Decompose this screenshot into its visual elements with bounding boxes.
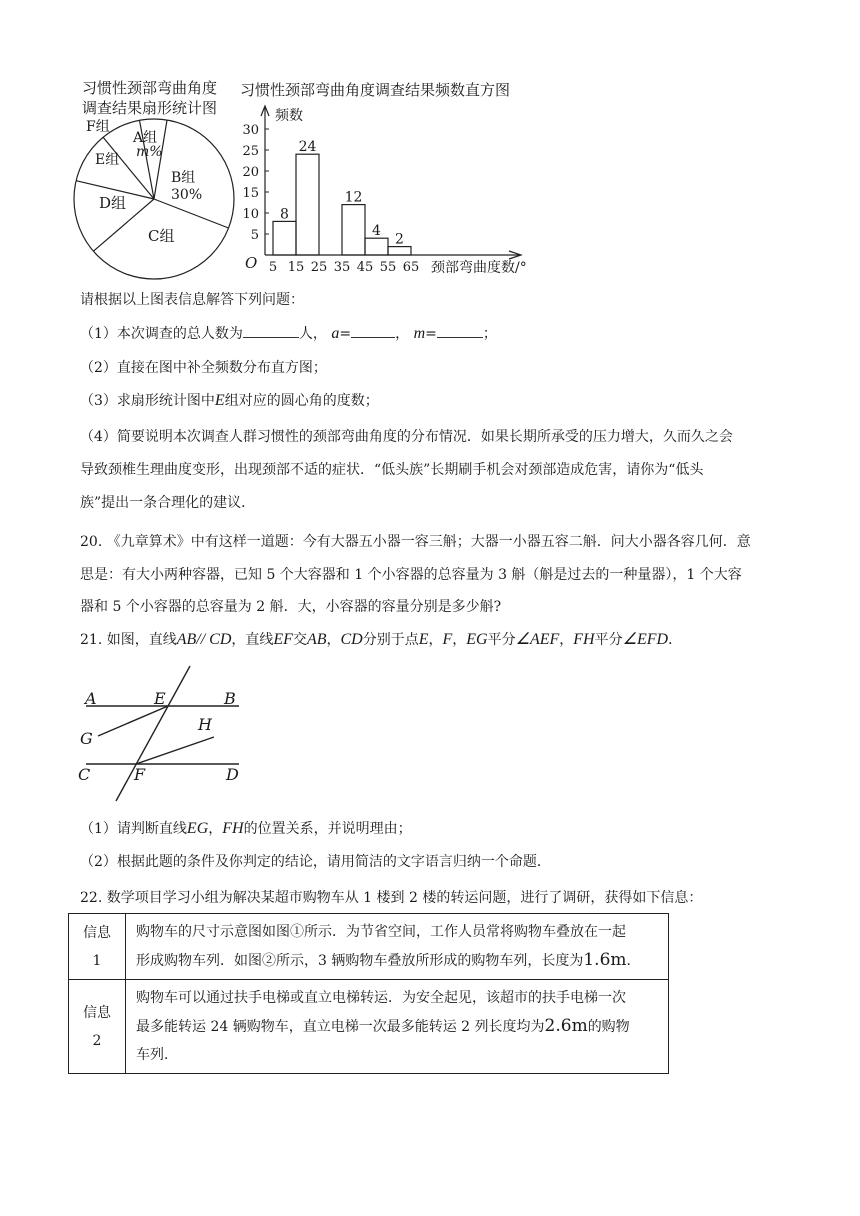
pie-label-b: B组 [171, 170, 196, 186]
q19-part4-line3: 族”提出一条合理化的建议． [80, 495, 256, 511]
bar-value-label: 2 [395, 231, 404, 248]
q19-p1-text-b: 人， [298, 326, 327, 342]
bar-value-label: 8 [280, 206, 289, 223]
y-tick-label: 15 [242, 186, 259, 201]
q19-p3-text-a: （3）求扇形统计图中 [80, 393, 215, 409]
answer-blank-total[interactable] [243, 323, 299, 338]
pie-label-f: F组 [86, 119, 110, 135]
q21-angle-aef: ∠AEF [515, 631, 560, 648]
histogram-bar [342, 205, 365, 255]
q21-text: ， [326, 632, 341, 648]
q21-text: ． [668, 632, 683, 648]
q19-intro: 请根据以上图表信息解答下列问题： [80, 292, 304, 308]
info-row-label: 信息 2 [69, 980, 126, 1074]
histogram [235, 100, 555, 280]
q19-part2: （2）直接在图中补全频数分布直方图； [80, 360, 327, 376]
comma: ， [395, 326, 410, 342]
info-table [68, 913, 669, 1074]
q19-part1 [80, 323, 497, 344]
q21-geometry-figure [74, 662, 254, 804]
q21-line-cd: CD [340, 631, 363, 648]
q21-s1-comma: ， [208, 821, 223, 837]
histogram-bar [296, 154, 319, 255]
bar-value-label: 12 [344, 189, 363, 206]
ray-eg [98, 706, 168, 736]
q19-p1-text-a: （1）本次调查的总人数为 [80, 326, 243, 342]
info-2-line3: 车列． [136, 1047, 178, 1063]
info-2-length-value: 2.6m [544, 1016, 588, 1036]
equals-sign: = [425, 326, 437, 342]
info-1-line2 [136, 946, 658, 975]
q19-part4-line2: 导致颈椎生理曲度变形，出现颈部不适的症状．“低头族”长期刷手机会对颈部造成危害，请你为“低头 [80, 462, 704, 478]
q21-line-eg: EG [466, 631, 488, 648]
q21-line-fh: FH [573, 631, 595, 648]
bar-value-label: 4 [372, 223, 381, 240]
info-1-line1: 购物车的尺寸示意图如图①所示．为节省空间，工作人员常将购物车叠放在一起 [136, 924, 626, 940]
fig-label-b: B [224, 689, 236, 708]
info-2-line1: 购物车可以通过扶手电梯或直立电梯转运．为安全起见，该超市的扶手电梯一次 [136, 990, 626, 1006]
info-2-text: 最多能转运 24 辆购物车，直立电梯一次最多能转运 2 列长度均为 [136, 1019, 545, 1035]
q20-line3: 器和 5 个小容器的总容量为 2 斛．大，小容器的容量分别是多少斛? [80, 599, 502, 615]
y-tick-label: 30 [242, 123, 259, 138]
q21-text: ，直线 [231, 632, 274, 648]
q20-line1: 20. 《九章算术》中有这样一道题：今有大器五小器一容三斛；大器一小器五容二斛．问大小器各容几何．意 [80, 534, 751, 550]
pie-title-line1: 习惯性颈部弯曲角度 [82, 79, 218, 97]
hist-origin: O [245, 254, 258, 272]
q21-stem [80, 630, 682, 650]
y-tick-label: 5 [250, 228, 259, 243]
info-row-1 [69, 914, 669, 980]
histogram-bar [273, 221, 296, 255]
q21-text: 分别于点 [362, 632, 419, 648]
fig-label-f: F [134, 765, 146, 784]
q21-text: ， [559, 632, 574, 648]
pie-label-d: D组 [99, 194, 127, 212]
hist-title: 习惯性颈部弯曲角度调查结果频数直方图 [240, 81, 511, 99]
y-tick-label: 20 [242, 165, 259, 180]
q21-s1-eg: EG [186, 820, 209, 837]
q21-s1-text-c: 的位置关系，并说明理由； [243, 821, 412, 837]
x-tick-label: 45 [356, 260, 374, 275]
fig-label-a: A [85, 689, 97, 708]
q21-prefix: 21. 如图，直线 [80, 632, 177, 648]
q21-s1-text-a: （1）请判断直线 [80, 821, 187, 837]
pie-label-a-pct: m% [136, 144, 163, 160]
pie-chart [70, 112, 250, 282]
y-tick-label: 25 [242, 144, 259, 159]
fig-label-h: H [198, 715, 212, 734]
info-row-content [126, 980, 669, 1074]
pie-divider-b-c [154, 199, 229, 228]
q21-text: ， [428, 632, 443, 648]
q21-angle-efd: ∠EFD [622, 631, 669, 648]
q21-text: 平分 [594, 632, 623, 648]
q21-part2: （2）根据此题的条件及你判定的结论，请用简洁的文字语言归纳一个命题． [80, 854, 551, 870]
var-e: E [214, 392, 225, 409]
x-tick-label: 55 [379, 260, 397, 275]
q20-line2: 思是：有大小两种容器，已知 5 个大容器和 1 个小容器的总容量为 3 斛（斛是过去的一种量器），1 个大容 [80, 567, 742, 583]
info-1-text: 形成购物车列．如图②所示，3 辆购物车叠放所形成的购物车列，长度为 [136, 953, 584, 969]
info-2-text-tail: 的购物 [587, 1019, 630, 1035]
var-a: a [331, 325, 340, 342]
q21-text: 交 [292, 632, 307, 648]
info-2-line2 [136, 1012, 658, 1041]
info-row-content [126, 914, 669, 980]
q21-line-ab: AB [306, 631, 327, 648]
x-tick-label: 5 [268, 260, 278, 275]
x-tick-label: 25 [310, 260, 328, 275]
info-row-label: 信息 1 [69, 914, 126, 980]
var-m: m [413, 325, 426, 342]
q21-point-e: E [418, 631, 429, 648]
info-1-period: ． [626, 953, 641, 969]
q19-part3 [80, 391, 379, 411]
answer-blank-m[interactable] [437, 323, 483, 338]
q21-ab-parallel-cd: AB// CD [176, 631, 232, 648]
fig-label-e: E [154, 689, 166, 708]
fig-label-d: D [226, 765, 239, 784]
q21-point-f: F [442, 631, 453, 648]
pie-label-e: E组 [95, 152, 120, 168]
fig-label-c: C [78, 765, 91, 784]
q21-text: 平分 [487, 632, 516, 648]
x-tick-label: 35 [333, 260, 351, 275]
histogram-bar [388, 247, 411, 255]
pie-label-c: C组 [148, 227, 175, 245]
info-row-2 [69, 980, 669, 1074]
q21-part1 [80, 819, 412, 839]
q19-part4-line1: （4）简要说明本次调查人群习惯性的颈部弯曲角度的分布情况．如果长期所承受的压力增大，久而久之会 [80, 429, 733, 445]
histogram-bar [365, 238, 388, 255]
pie-title-line2: 调查结果扇形统计图 [82, 99, 218, 117]
pie-label-a: A组 [133, 130, 158, 146]
y-tick-label: 10 [242, 207, 259, 222]
x-tick-label: 65 [402, 260, 420, 275]
hist-y-label: 频数 [275, 108, 303, 124]
answer-blank-a[interactable] [351, 323, 395, 338]
line-ef [116, 666, 190, 801]
q19-p3-text-b: 组对应的圆心角的度数； [224, 393, 379, 409]
hist-x-label: 颈部弯曲度数/° [431, 260, 527, 276]
x-tick-label: 15 [287, 260, 305, 275]
bar-value-label: 24 [298, 139, 317, 156]
info-1-length-value: 1.6m [583, 950, 627, 970]
q21-text: ， [452, 632, 467, 648]
semicolon: ； [482, 326, 497, 342]
equals-sign: = [339, 326, 352, 342]
pie-label-b-pct: 30% [171, 187, 203, 203]
fig-label-g: G [80, 729, 93, 748]
q21-s1-fh: FH [222, 820, 244, 837]
ray-fh [136, 737, 214, 764]
q21-line-ef: EF [273, 631, 293, 648]
q22-intro: 22. 数学项目学习小组为解决某超市购物车从 1 楼到 2 楼的转运问题，进行了调研，获得如下信息： [80, 890, 703, 906]
